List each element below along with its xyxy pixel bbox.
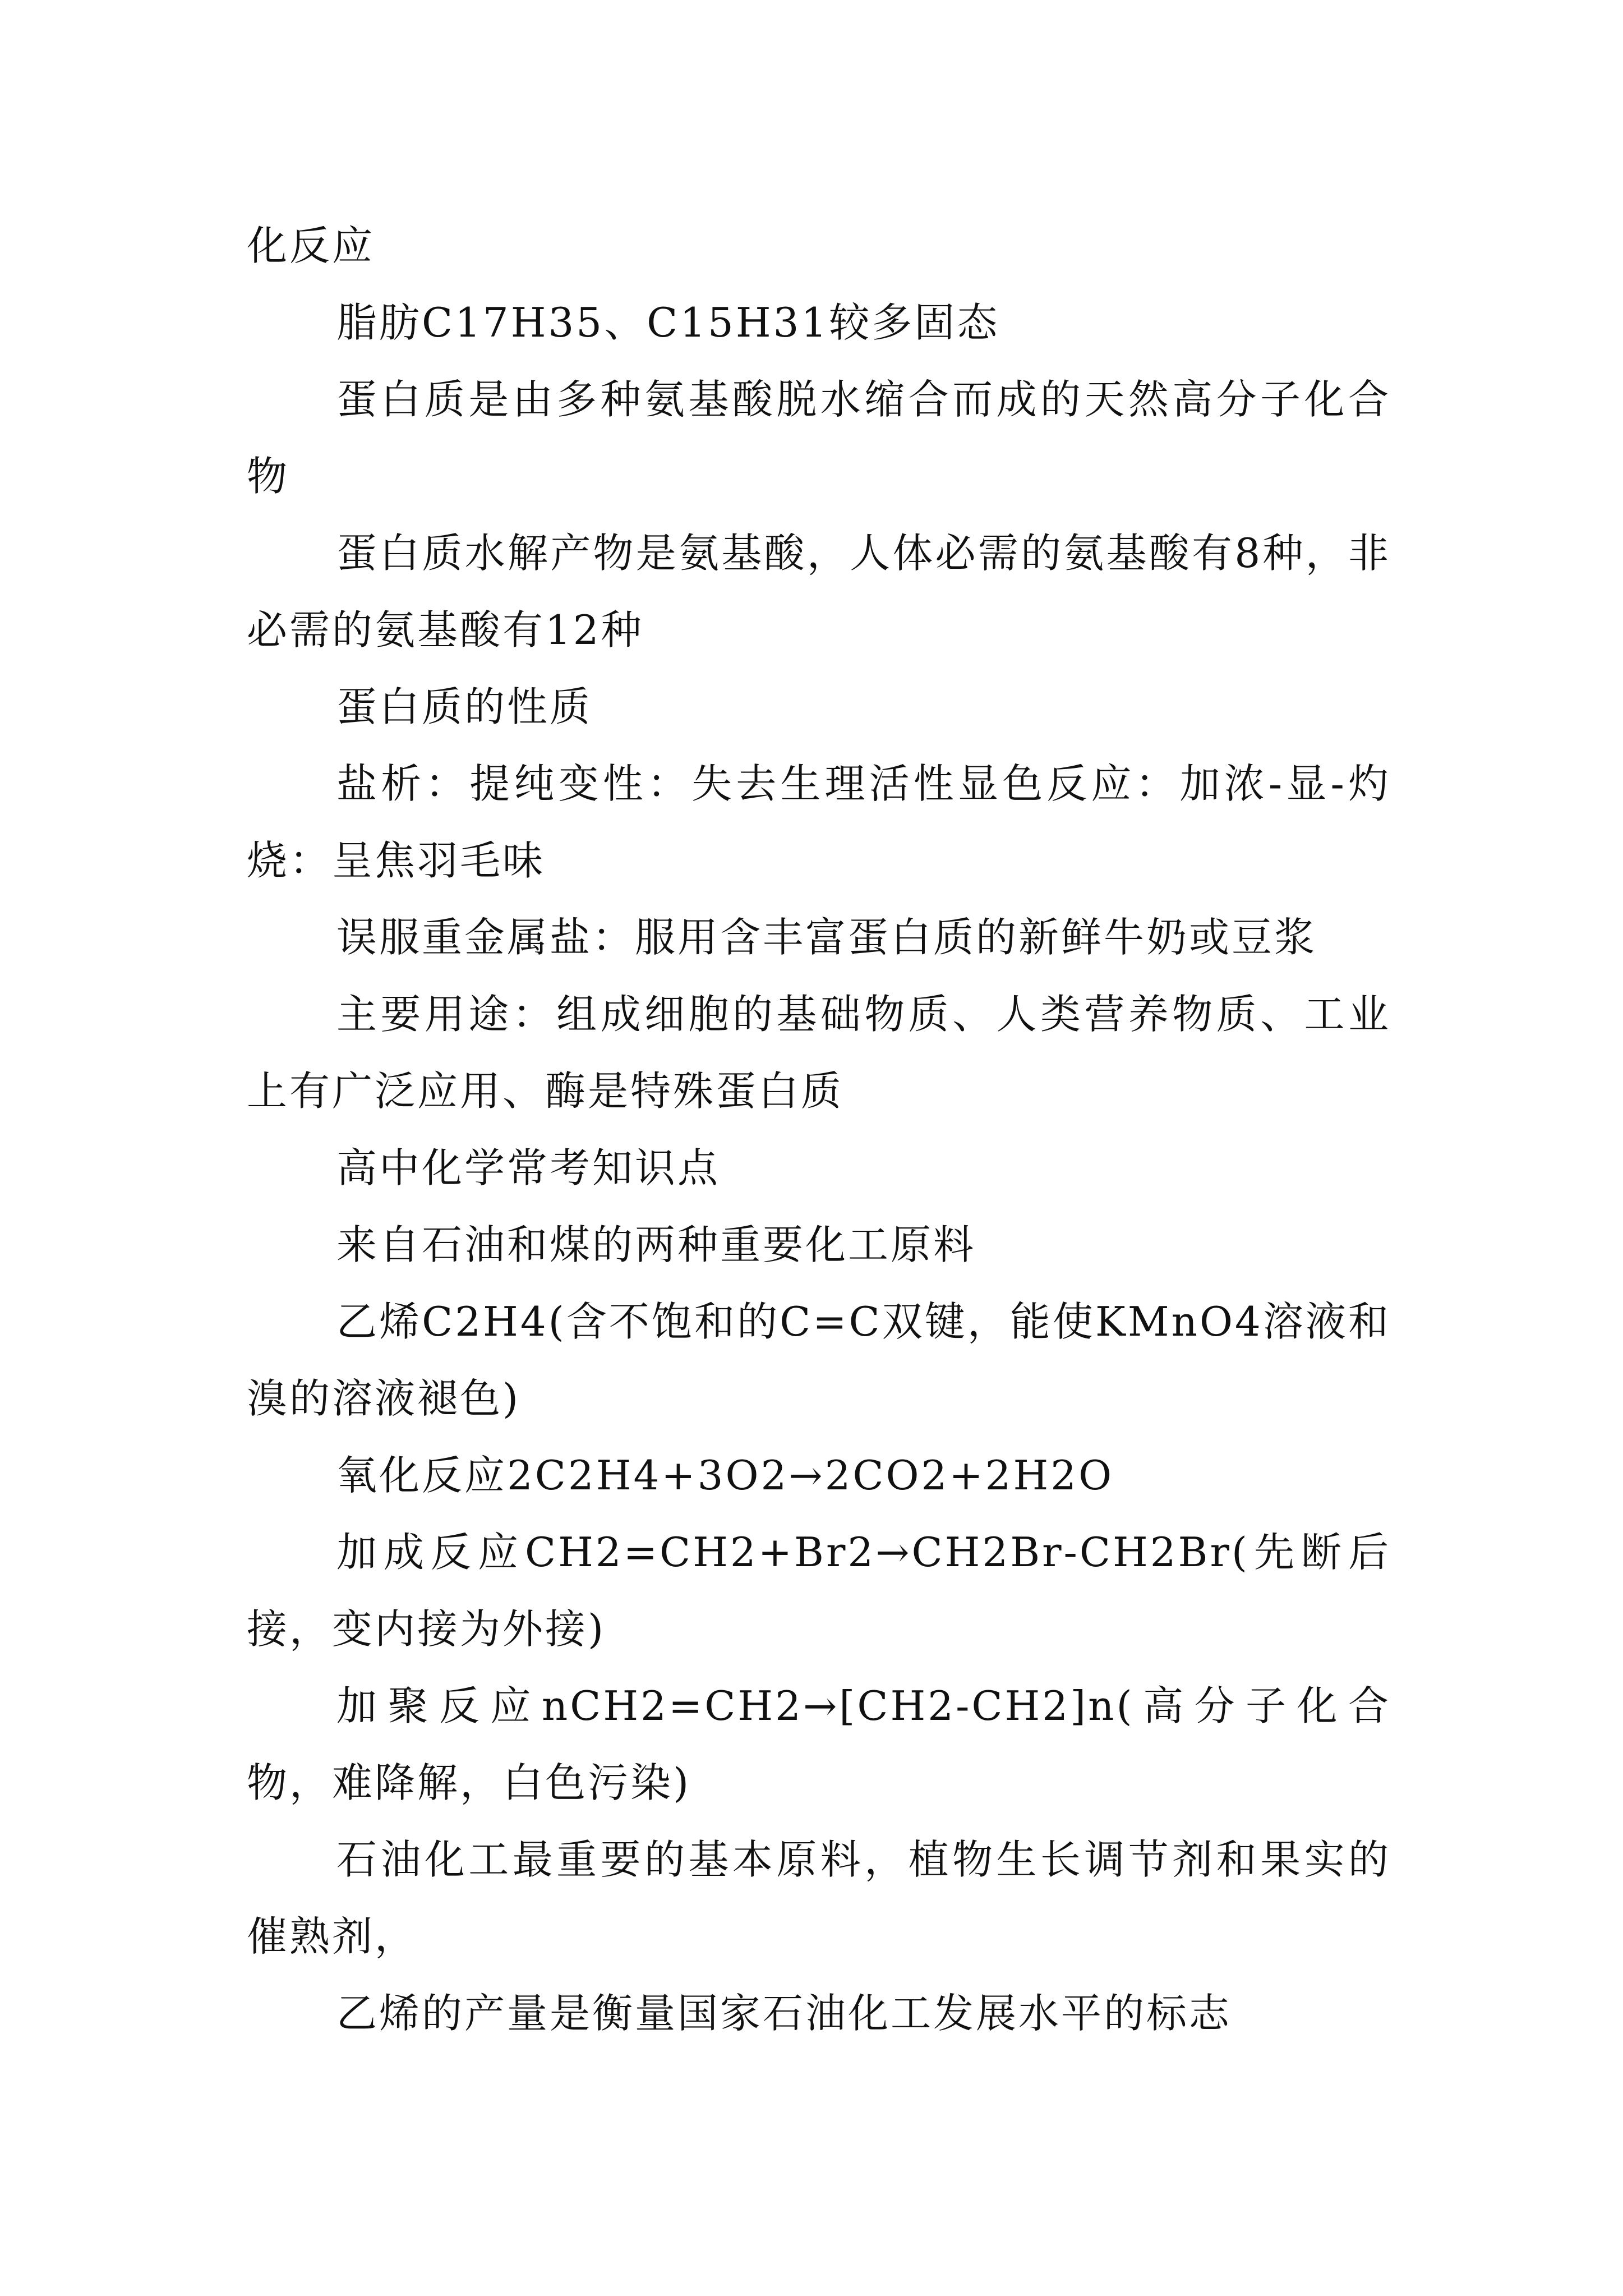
- paragraph-protein-uses: 主要用途：组成细胞的基础物质、人类营养物质、工业上有广泛应用、酶是特殊蛋白质: [247, 991, 1391, 1115]
- paragraph-protein-properties: 盐析：提纯变性：失去生理活性显色反应：加浓-显-灼烧：呈焦羽毛味: [247, 760, 1391, 884]
- document-body: [247, 208, 1391, 2052]
- paragraph-protein-properties-heading: 蛋白质的性质: [336, 683, 593, 730]
- paragraph-raw-materials: 来自石油和煤的两种重要化工原料: [336, 1221, 976, 1268]
- paragraph-section-heading: 高中化学常考知识点: [336, 1144, 721, 1191]
- paragraph-protein-definition: 蛋白质是由多种氨基酸脱水缩合而成的天然高分子化合物: [247, 376, 1391, 500]
- paragraph-protein-hydrolysis: 蛋白质水解产物是氨基酸，人体必需的氨基酸有8种，非必需的氨基酸有12种: [247, 530, 1391, 654]
- paragraph-addition: 加成反应CH2=CH2+Br2→CH2Br-CH2Br(先断后接，变内接为外接): [247, 1529, 1391, 1653]
- paragraph-fat: 脂肪C17H35、C15H31较多固态: [336, 299, 1000, 346]
- paragraph-continuation: 化反应: [247, 222, 375, 269]
- paragraph-ethylene-output: 乙烯的产量是衡量国家石油化工发展水平的标志: [336, 1990, 1232, 2037]
- paragraph-ethylene: 乙烯C2H4(含不饱和的C=C双键，能使KMnO4溶液和溴的溶液褪色): [247, 1298, 1391, 1422]
- paragraph-oxidation: 氧化反应2C2H4+3O2→2CO2+2H2O: [336, 1452, 1114, 1499]
- paragraph-polymerization: 加聚反应nCH2=CH2→[CH2-CH2]n(高分子化合物，难降解，白色污染): [247, 1682, 1391, 1806]
- paragraph-heavy-metal: 误服重金属盐：服用含丰富蛋白质的新鲜牛奶或豆浆: [336, 914, 1317, 961]
- paragraph-petrochemical: 石油化工最重要的基本原料，植物生长调节剂和果实的催熟剂，: [247, 1836, 1391, 1960]
